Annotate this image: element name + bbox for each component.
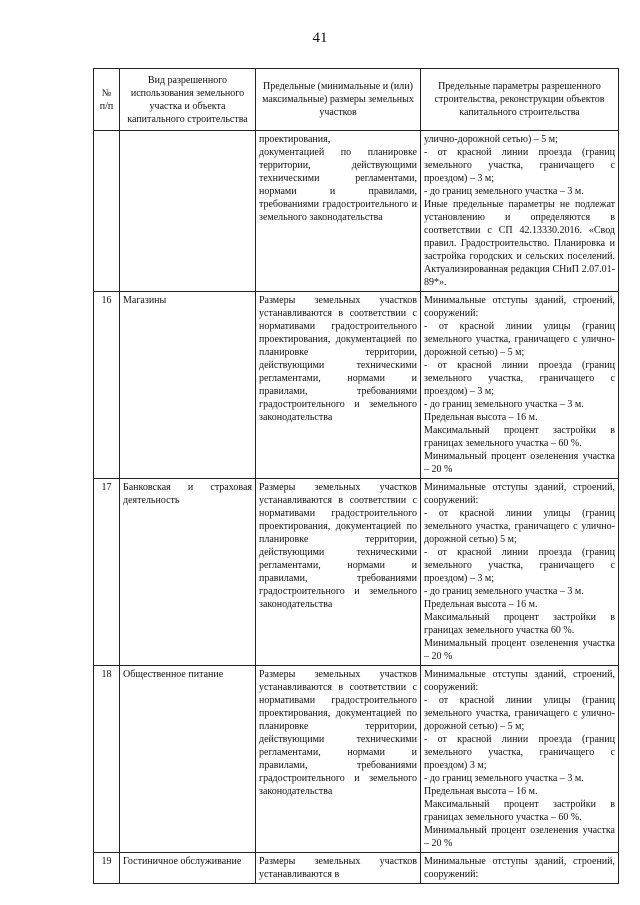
params-paragraph: - от красной линии проезда (границ земельного участка, граничащего с проездом) – 3 м; <box>424 147 615 184</box>
row-use-type: Общественное питание <box>120 666 256 853</box>
params-paragraph: Минимальные отступы зданий, строений, сооружений: <box>424 669 615 693</box>
table-row <box>94 292 619 479</box>
params-paragraph: улично-дорожной сетью) – 5 м; <box>424 134 558 145</box>
params-paragraph: - от красной линии улицы (границ земельного участка, граничащего с улично-дорожной сетью) – 5 м; <box>424 321 615 358</box>
sizes-paragraph: Размеры земельных участков устанавливаются в соответствии с нормативами градостроительного проектирования, документацией по планировке территории, действующими техническими регламентами, нормами и правилами, требованиями градостроительного и земельного законодательства <box>259 482 417 610</box>
row-params <box>421 131 619 292</box>
table-row <box>94 666 619 853</box>
row-params <box>421 853 619 884</box>
row-number: 19 <box>94 853 120 884</box>
row-number: 16 <box>94 292 120 479</box>
params-paragraph: Минимальный процент озеленения участка – 20 % <box>424 638 615 662</box>
row-sizes <box>256 131 421 292</box>
params-paragraph: Минимальные отступы зданий, строений, сооружений: <box>424 482 615 506</box>
row-number: 17 <box>94 479 120 666</box>
params-paragraph: Минимальный процент озеленения участка – 20 % <box>424 825 615 849</box>
row-params <box>421 666 619 853</box>
row-sizes <box>256 292 421 479</box>
header-sizes: Предельные (минимальные и (или) максимальные) размеры земельных участков <box>256 69 421 131</box>
params-paragraph: Максимальный процент застройки в границах земельного участка – 60 %. <box>424 799 615 823</box>
row-sizes <box>256 666 421 853</box>
params-paragraph: Минимальный процент озеленения участка – 20 % <box>424 451 615 475</box>
sizes-paragraph: проектирования, <box>259 134 331 145</box>
params-paragraph: - до границ земельного участка – 3 м. <box>424 399 584 410</box>
sizes-paragraph: Размеры земельных участков устанавливаются в <box>259 856 417 880</box>
header-params: Предельные параметры разрешенного строительства, реконструкции объектов капитального строительства <box>421 69 619 131</box>
header-num: № п/п <box>94 69 120 131</box>
row-params <box>421 479 619 666</box>
params-paragraph: Предельная высота – 16 м. <box>424 786 538 797</box>
params-paragraph: - от красной линии проезда (границ земельного участка, граничащего с проездом) – 3 м; <box>424 360 615 397</box>
params-paragraph: - до границ земельного участка – 3 м. <box>424 186 584 197</box>
params-paragraph: - от красной линии проезда (границ земельного участка, граничащего с проездом) 3 м; <box>424 734 615 771</box>
row-sizes <box>256 853 421 884</box>
row-number <box>94 131 120 292</box>
row-use-type <box>120 131 256 292</box>
params-paragraph: Максимальный процент застройки в границах земельного участка – 60 %. <box>424 425 615 449</box>
params-paragraph: Минимальные отступы зданий, строений, сооружений: <box>424 295 615 319</box>
params-paragraph: Предельная высота – 16 м. <box>424 599 538 610</box>
row-use-type: Гостиничное обслуживание <box>120 853 256 884</box>
params-paragraph: Предельная высота – 16 м. <box>424 412 538 423</box>
table-row <box>94 479 619 666</box>
sizes-paragraph: документацией по планировке территории, действующими техническими регламентами, нормами и правилами, требованиями градостроительного и земельного законодательства <box>259 147 417 223</box>
header-use: Вид разрешенного использования земельного участка и объекта капитального строительства <box>120 69 256 131</box>
row-use-type: Магазины <box>120 292 256 479</box>
params-paragraph: - от красной линии улицы (границ земельного участка, граничащего с улично-дорожной сетью) 5 м; <box>424 508 615 545</box>
row-params <box>421 292 619 479</box>
row-use-type: Банковская и страховая деятельность <box>120 479 256 666</box>
params-paragraph: Максимальный процент застройки в границах земельного участка 60 %. <box>424 612 615 636</box>
params-paragraph: - от красной линии улицы (границ земельного участка, граничащего с улично-дорожной сетью) – 5 м; <box>424 695 615 732</box>
params-paragraph: Иные предельные параметры не подлежат установлению и определяются в соответствии с СП 42.13330.2016. «Свод правил. Градостроительство. Планировка и застройка городских и сельских поселений. Актуализированная редакция СНиП 2.07.01-89*». <box>424 199 615 288</box>
sizes-paragraph: Размеры земельных участков устанавливаются в соответствии с нормативами градостроительного проектирования, документацией по планировке территории, действующими техническими регламентами, нормами и правилами, требованиями градостроительного и земельного законодательства <box>259 295 417 423</box>
params-paragraph: - до границ земельного участка – 3 м. <box>424 586 584 597</box>
row-number: 18 <box>94 666 120 853</box>
params-paragraph: - до границ земельного участка – 3 м. <box>424 773 584 784</box>
params-paragraph: Минимальные отступы зданий, строений, сооружений: <box>424 856 615 880</box>
page-number: 41 <box>312 30 328 46</box>
table-row <box>94 131 619 292</box>
regulations-table <box>93 68 619 884</box>
table-header-row <box>94 69 619 131</box>
sizes-paragraph: Размеры земельных участков устанавливаются в соответствии с нормативами градостроительного проектирования, документацией по планировке территории, действующими техническими регламентами, нормами и правилами, требованиями градостроительного и земельного законодательства <box>259 669 417 797</box>
table-row <box>94 853 619 884</box>
params-paragraph: - от красной линии проезда (границ земельного участка, граничащего с проездом) – 3 м; <box>424 547 615 584</box>
row-sizes <box>256 479 421 666</box>
